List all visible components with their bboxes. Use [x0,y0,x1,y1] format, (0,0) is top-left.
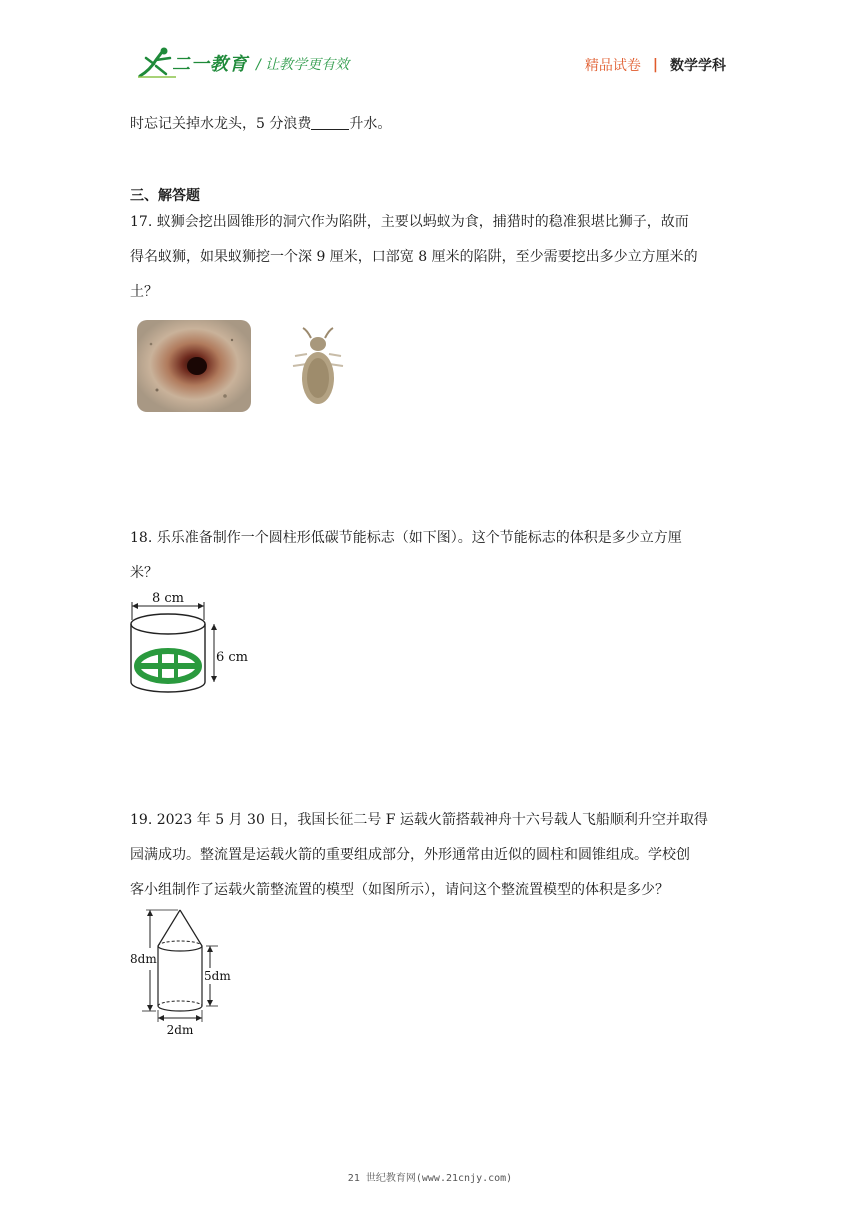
q17-line-1: 17. 蚁狮会挖出圆锥形的洞穴作为陷阱，主要以蚂蚁为食，捕猎时的稳准狠堪比狮子，故而 [130,214,689,230]
header-tags [585,55,726,75]
q19-line-1: 19. 2023 年 5 月 30 日，我国长征二号 F 运载火箭搭载神舟十六号载人飞船顺利升空并取得 [130,812,708,828]
q19-line-2: 园满成功。整流置是运载火箭的重要组成部分，外形通常由近似的圆柱和圆锥组成。学校创 [130,847,690,863]
rocket-fairing-figure [126,906,236,1040]
cylinder-height-label: 6 cm [216,650,249,665]
q17-line-3: 土？ [130,284,158,300]
slogan: / 让教学更有效 [256,57,350,73]
logo-text: 二一教育 [172,54,248,75]
carryover-after: 升水。 [349,116,392,132]
carryover-line [130,114,391,134]
q17-line-2: 得名蚁狮，如果蚁狮挖一个深 9 厘米，口部宽 8 厘米的陷阱，至少需要挖出多少立方厘米的 [130,249,698,265]
total-height-label: 8dm [130,952,157,966]
brand-tag: 精品试卷 [584,58,641,74]
header-separator: | [652,57,658,73]
carryover-before: 时忘记关掉水龙头，5 分浪费 [130,116,312,132]
q19-line-3: 客小组制作了运载火箭整流置的模型（如图所示），请问这个整流置模型的体积是多少？ [130,882,669,898]
answer-blank [311,115,349,130]
page-header [0,0,860,92]
cylinder-width-label: 8 cm [151,591,185,606]
antlion-insect-photo [285,326,351,410]
cylinder-logo-figure [124,590,264,700]
page-footer: 21 世纪教育网(www.21cnjy.com) [347,1173,513,1184]
q18-line-2: 米？ [130,565,158,581]
antlion-pit-photo [137,320,251,412]
subject-label: 数学学科 [670,58,726,74]
section-title: 三、解答题 [130,188,200,204]
q18-line-1: 18. 乐乐准备制作一个圆柱形低碳节能标志（如下图）。这个节能标志的体积是多少立方厘 [130,530,682,546]
cylinder-height-label: 5dm [204,969,231,983]
diameter-label: 2dm [166,1023,194,1037]
